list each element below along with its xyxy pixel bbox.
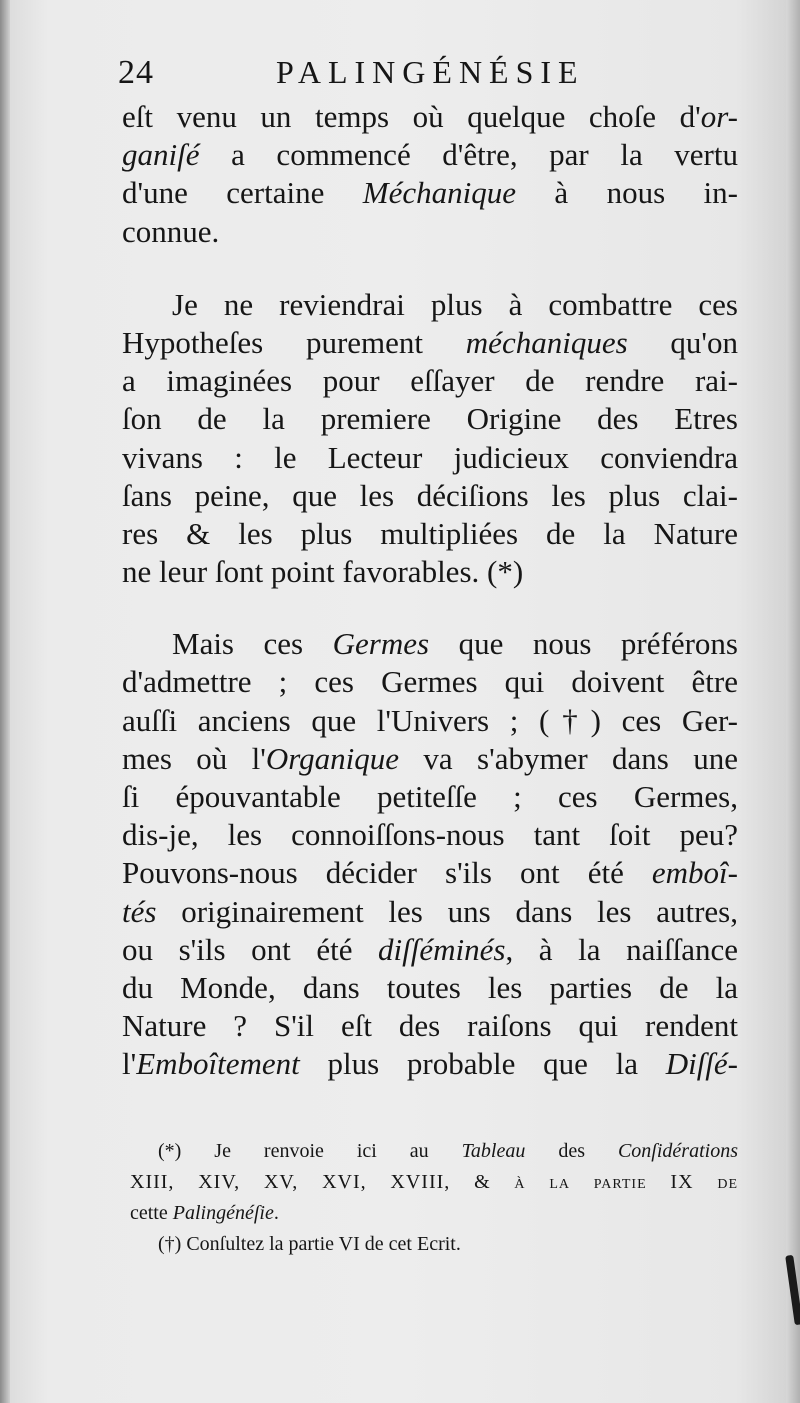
- paragraph-gap: [122, 251, 738, 286]
- running-title: PALINGÉNÉSIE: [276, 54, 585, 90]
- text-line: d'une certaine Méchanique à nous in-: [122, 175, 738, 211]
- text-line: res & les plus multipliées de la Nature: [122, 515, 738, 551]
- page-edge-right: [786, 0, 800, 1403]
- running-head: [118, 52, 738, 96]
- text-line: mes où l'Organique va s'abymer dans une: [122, 740, 738, 776]
- text-line: ſon de la premiere Origine des Etres: [122, 401, 738, 437]
- text-line: tés originairement les uns dans les autres,: [122, 893, 738, 929]
- body-text: [122, 98, 738, 1084]
- text-line: Mais ces Germes que nous préférons: [172, 626, 738, 662]
- text-line: Pouvons-nous décider s'ils ont été emboî-: [122, 855, 738, 891]
- text-line: ou s'ils ont été diſſéminés, à la naiſſance: [122, 931, 738, 967]
- footnote-line: (†) Conſultez la partie VI de cet Ecrit.: [158, 1233, 461, 1255]
- page-number: 24: [118, 54, 154, 91]
- text-line: dis-je, les connoiſſons-nous tant ſoit peu?: [122, 817, 738, 853]
- text-line: a imaginées pour eſſayer de rendre rai-: [122, 363, 738, 399]
- page-gutter-left: [0, 0, 10, 1403]
- text-line: Nature ? S'il eſt des raiſons qui rendent: [122, 1008, 738, 1044]
- text-line: Hypotheſes purement méchaniques qu'on: [122, 324, 738, 360]
- text-line: ne leur ſont point favorables. (*): [122, 554, 524, 590]
- text-line: eſt venu un temps où quelque choſe d'or-: [122, 99, 738, 134]
- footnotes: [130, 1136, 738, 1260]
- text-line: du Monde, dans toutes les parties de la: [122, 969, 738, 1005]
- text-line: ganiſé a commencé d'être, par la vertu: [122, 137, 738, 173]
- text-line: ſi épouvantable petiteſſe ; ces Germes,: [122, 779, 738, 814]
- text-line: Je ne reviendrai plus à combattre ces: [172, 286, 738, 322]
- text-line: vivans : le Lecteur judicieux conviendra: [122, 439, 738, 475]
- text-line: ſans peine, que les déciſions les plus clai-: [122, 477, 738, 513]
- footnote-line: cette Palingénéſie.: [130, 1202, 279, 1224]
- text-line: auſſi anciens que l'Univers ; (†) ces Ger-: [122, 702, 738, 738]
- text-line: d'admettre ; ces Germes qui doivent être: [122, 664, 738, 700]
- paragraph-gap: [122, 591, 738, 625]
- text-line: connue.: [122, 213, 220, 249]
- footnote-line: XIII, XIV, XV, XVI, XVIII, & à la partie IX de: [130, 1171, 738, 1193]
- text-line: l'Emboîtement plus probable que la Diſſé-: [122, 1046, 738, 1082]
- footnote-line: (*) Je renvoie ici au Tableau des Conſidérations: [158, 1140, 738, 1162]
